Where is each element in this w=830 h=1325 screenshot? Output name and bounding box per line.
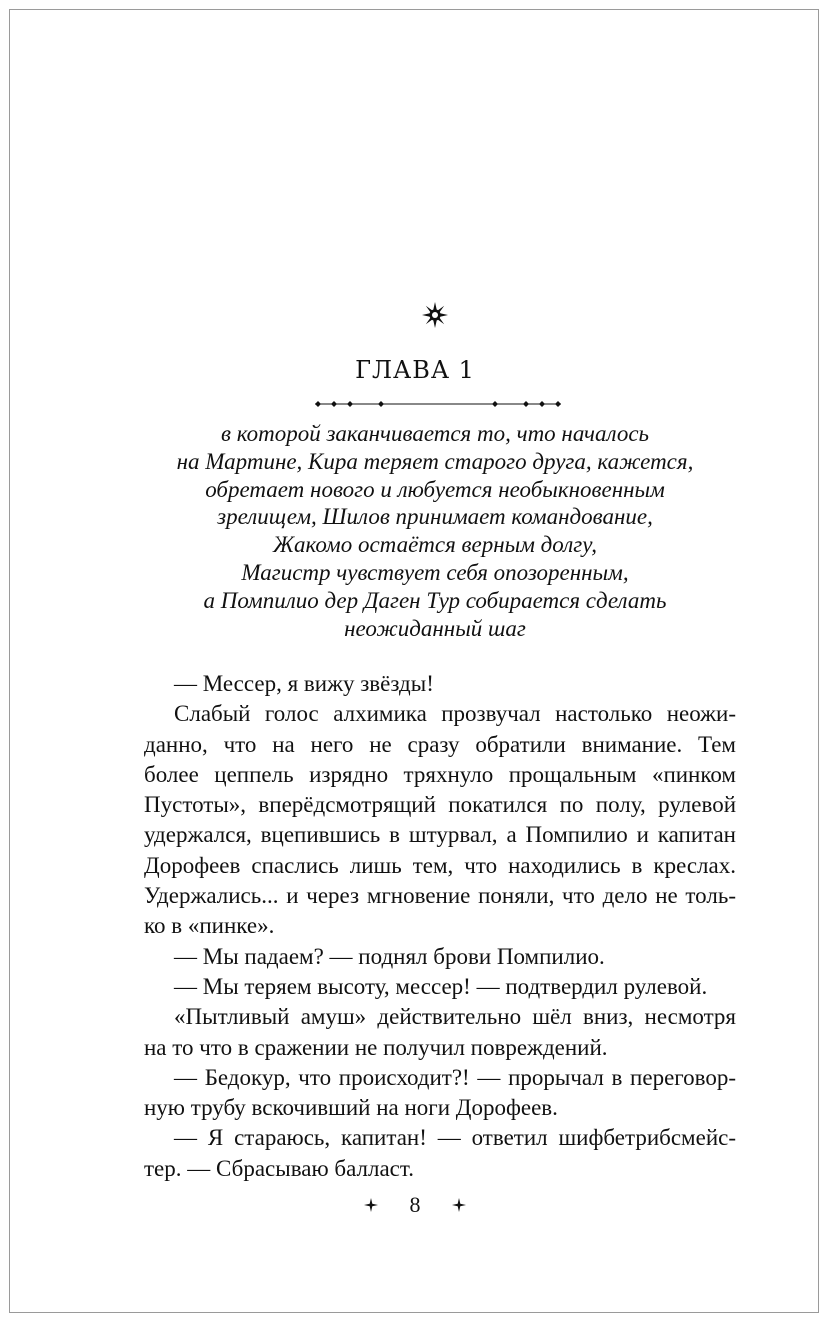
eight-point-star-icon xyxy=(422,302,448,328)
page-footer xyxy=(0,1190,830,1218)
body-line: Слабый голос алхимика прозвучал настолько неожи- xyxy=(174,701,736,727)
synopsis-line: Жакомо остаётся верным долгу, xyxy=(272,532,598,558)
body-line: — Мы теряем высоту, мессер! — подтвердил рулевой. xyxy=(174,973,708,999)
chapter-title: ГЛАВА 1 xyxy=(355,356,475,384)
synopsis-line: неожиданный шаг xyxy=(344,615,526,641)
body-line: — Бедокур, что происходит?! — прорычал в переговор- xyxy=(174,1064,736,1090)
synopsis-line: на Мартине, Кира теряет старого друга, кажется, xyxy=(176,448,694,474)
body-line: Удержались... и через мгновение поняли, что дело не толь- xyxy=(144,883,736,909)
four-point-star-icon xyxy=(364,1198,378,1212)
body-line: — Мессер, я вижу звёзды! xyxy=(174,671,434,696)
title-divider-rule xyxy=(313,396,563,412)
synopsis-line: в которой заканчивается то, что началось xyxy=(220,421,649,446)
body-line: удержался, вцепившись в штурвал, а Помпилио и капитан xyxy=(144,822,736,848)
body-line: на то что в сражении не получил повреждений. xyxy=(144,1034,608,1060)
body-line: Пустоты», вперёдсмотрящий покатился по полу, рулевой xyxy=(144,792,736,818)
body-line: тер. — Сбрасываю балласт. xyxy=(144,1155,414,1181)
synopsis-line: зрелищем, Шилов принимает командование, xyxy=(217,504,653,530)
synopsis-line: а Помпилио дер Даген Тур собирается сделать xyxy=(203,587,667,613)
body-line: более цеппель изрядно тряхнуло прощальным «пинком xyxy=(144,761,736,787)
synopsis-line: Магистр чувствует себя опозоренным, xyxy=(241,559,629,585)
chapter-synopsis xyxy=(120,420,750,642)
body-line: данно, что на него не сразу обратили внимание. Тем xyxy=(144,731,736,757)
body-line: Дорофеев спаслись лишь тем, что находились в креслах. xyxy=(144,852,736,878)
body-line: ную трубу вскочивший на ноги Дорофеев. xyxy=(144,1095,558,1121)
body-line: «Пытливый амуш» действительно шёл вниз, несмотря xyxy=(174,1004,736,1030)
synopsis-line: обретает нового и любуется необыкновенным xyxy=(205,476,665,502)
body-line: — Я стараюсь, капитан! — ответил шифбетрибсмейс- xyxy=(174,1125,736,1151)
body-line: — Мы падаем? — поднял брови Помпилио. xyxy=(174,943,605,969)
four-point-star-icon xyxy=(452,1198,466,1212)
body-text xyxy=(144,669,736,1184)
body-line: ко в «пинке». xyxy=(144,913,275,939)
page-number: 8 xyxy=(409,1191,421,1217)
